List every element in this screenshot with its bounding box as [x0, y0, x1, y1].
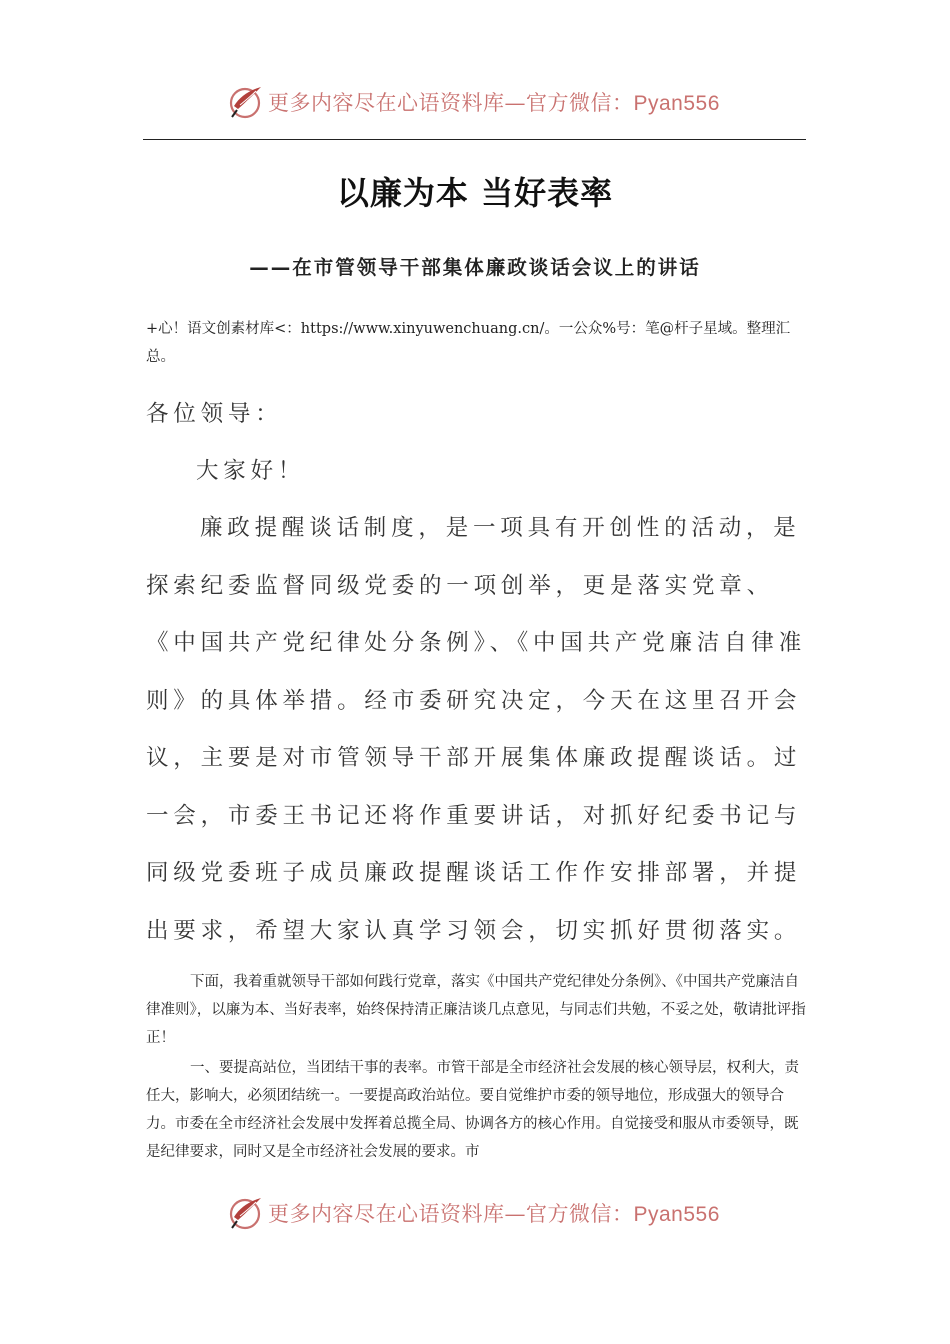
footer-banner — [228, 1193, 720, 1233]
header-divider — [143, 139, 806, 140]
greeting: 大家好！ — [196, 458, 306, 484]
salutation: 各位领导： — [146, 401, 283, 427]
document-title: 以廉为本 当好表率 — [336, 174, 614, 212]
document-subtitle: ——在市管领导干部集体廉政谈话会议上的讲话 — [249, 256, 701, 279]
banner-text: 更多内容尽在心语资料库—官方微信：Pyan556 — [268, 91, 720, 115]
quill-logo-icon — [228, 84, 264, 120]
wechat-id: Pyan556 — [633, 1203, 720, 1226]
quill-logo-icon — [228, 1195, 264, 1231]
header-banner — [228, 82, 720, 122]
source-note: +心！语文创素材库<：https://www.xinyuwenchuang.cn/。一公众%号：笔@杆子星域。整理汇总。 — [146, 321, 791, 365]
paragraph-intro: 廉政提醒谈话制度，是一项具有开创性的活动，是探索纪委监督同级党委的一项创举，更是落实党章、《中国共产党纪律处分条例》、《中国共产党廉洁自律准则》的具体举措。经市委研究决定，今天在这里召开会议，主要是对市管领导干部开展集体廉政提醒谈话。过一会，市委王书记还将作重要讲话，对抓好纪委书记与同级党委班子成员廉政提醒谈话工作作安排部署，并提出要求，希望大家认真学习领会，切实抓好贯彻落实。 — [146, 515, 807, 944]
wechat-id: Pyan556 — [633, 92, 720, 115]
paragraph-point-one: 一、要提高站位，当团结干事的表率。市管干部是全市经济社会发展的核心领导层，权利大，责任大，影响大，必须团结统一。一要提高政治站位。要自觉维护市委的领导地位，形成强大的领导合力。市委在全市经济社会发展中发挥着总揽全局、协调各方的核心作用。自觉接受和服从市委领导，既是纪律要求，同时又是全市经济社会发展的要求。市 — [146, 1060, 799, 1160]
banner-text: 更多内容尽在心语资料库—官方微信：Pyan556 — [268, 1202, 720, 1226]
paragraph-outline: 下面，我着重就领导干部如何践行党章，落实《中国共产党纪律处分条例》、《中国共产党廉洁自律准则》，以廉为本、当好表率，始终保持清正廉洁谈几点意见，与同志们共勉，不妥之处，敬请批评指正！ — [146, 974, 806, 1046]
